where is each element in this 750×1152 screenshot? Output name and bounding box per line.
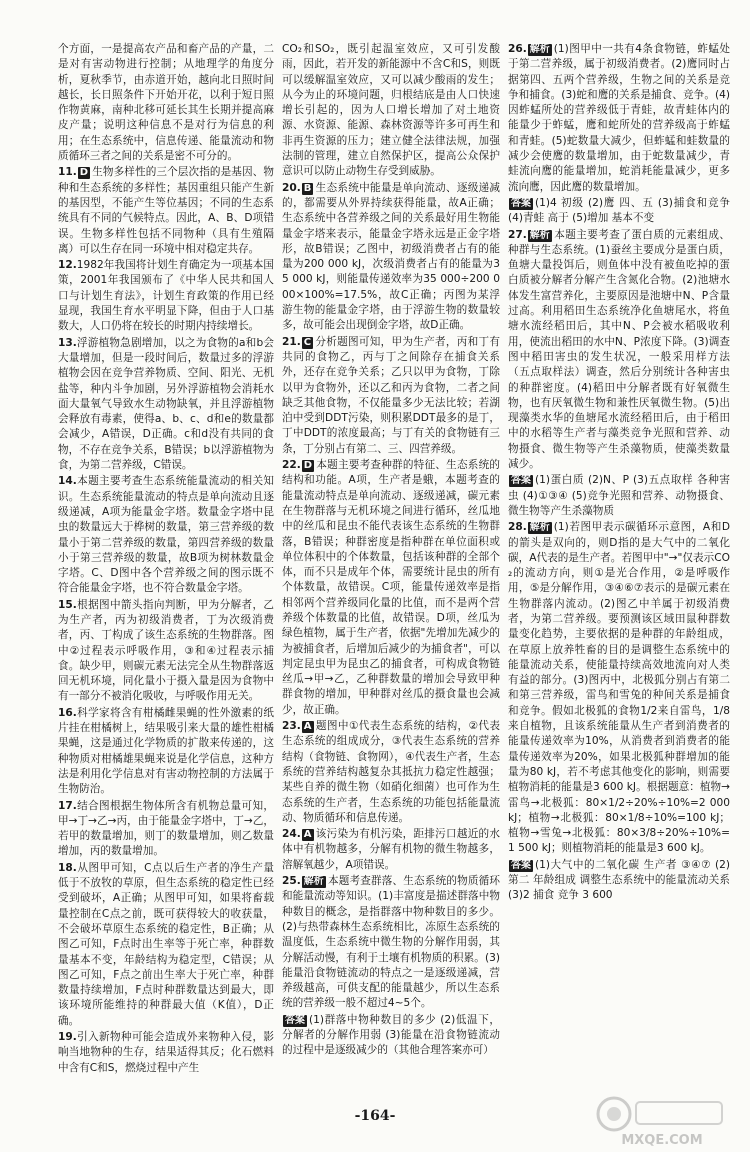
column-right bbox=[508, 42, 730, 1102]
question-number: 14. bbox=[58, 475, 77, 488]
answer-item bbox=[282, 335, 500, 457]
question-number: 15. bbox=[58, 598, 77, 611]
question-number: 25. bbox=[282, 875, 301, 888]
item-text: (1)大气中的二氧化碳 生产者 ③④⑦ (2)第二 年龄组成 调整生态系统中的能量流动关系 (3)2 捕食 竞争 3 600 bbox=[508, 858, 730, 902]
item-text: CO₂和SO₂，既引起温室效应，又可引发酸雨，因此，若开发的新能源中不含C和S，则既可以缓解温室效应，又可以减少酸雨的发生；从今为止的环境问题，归根结底是由人口快速增长引起的，因为人口增长增加了对土地资源、水资源、能源、森林资源等许多可再生和非再生资源的压力；建立健全法律法规，加强法制的管理，建立自然保护区，提高公众保护意识可以防止动物生存受到威胁。 bbox=[282, 43, 500, 178]
answer-choice-badge: D bbox=[303, 460, 313, 472]
question-number: 23. bbox=[282, 720, 301, 733]
question-number: 19. bbox=[58, 1031, 77, 1043]
item-text: (1)4 初级 (2)鹰 四、五 (3)捕食和竞争 (4)青蛙 高于 (5)增加 基本不变 bbox=[508, 196, 730, 225]
question-number: 27. bbox=[508, 228, 527, 241]
item-text: 本题主要考查生态系统能量流动的相关知识。生态系统能量流动的特点是单向流动且逐级递减，A项为能量金字塔。数量金字塔中昆虫的数量远大于桦树的数量，第三营养级的数量小于第二营养级的数量，第四营养级的数量小于第三营养级的数量，故B项为树林数量金字塔。C、D图中各个营养级之间的图示既不符合能量金字塔，也不符合数量金字塔。 bbox=[58, 475, 274, 595]
question-number: 28. bbox=[508, 521, 527, 534]
column-middle bbox=[282, 42, 500, 1102]
answer-item bbox=[282, 874, 500, 1012]
page-number: -164- bbox=[354, 1108, 396, 1124]
question-number: 17. bbox=[58, 799, 77, 812]
item-text: 引入新物种可能会造成外来物种入侵，影响当地物种的生存，结果适得其反；化石燃料中含有C和S，燃烧过程中产生 bbox=[58, 1031, 274, 1074]
answer-item bbox=[282, 181, 500, 334]
question-number: 21. bbox=[282, 335, 301, 348]
answer-label: 答案 bbox=[285, 1014, 305, 1026]
answer-choice-badge: D bbox=[79, 167, 89, 179]
item-text: 结合图根据生物体所含有机物总量可知，甲→丁→乙→丙，由于能量金字塔中，丁→乙，若甲的数量增加，则丁的数量增加，则乙数量增加，丙的数量增加。 bbox=[58, 799, 274, 858]
question-number: 20. bbox=[282, 181, 301, 194]
item-text: 生物多样性的三个层次指的是基因、物种和生态系统的多样性；基因重组只能产生新的基因型，不能产生等位基因；不同的生态系统具有不同的气候特点。因此，A、B、D项错误。生物多样性包括不同物种（具有生殖隔离）可以生存在同一环境中相对稳定共存。 bbox=[58, 166, 274, 255]
item-text: 1982年我国将计划生育确定为一项基本国策，2001年我国颁布了《中华人民共和国人口与计划生育法》，计划生育政策的作用已经显现，我国生育水平明显下降，但由于人口基数大，人口仍将在较长的时期内持续增长。 bbox=[58, 259, 274, 333]
question-number: 16. bbox=[58, 706, 77, 719]
item-text: 该污染为有机污染，距排污口越近的水体中有机物越多，分解有机物的微生物越多，溶解氧越少，A项错误。 bbox=[282, 828, 500, 871]
answer-item bbox=[508, 228, 730, 473]
answer-label: 答案 bbox=[511, 475, 531, 487]
watermark-text: MXQE.COM bbox=[621, 1133, 703, 1148]
item-text: 科学家将含有柑橘雌果蝇的性外激素的纸片挂在柑橘树上，结果吸引来大量的雄性柑橘果蝇，这是通过化学物质的扩散来传递的，这种物质对柑橘雄果蝇来说是化学信息，这种方法是利用化学信息对有害动物控制的方法属于生物防治。 bbox=[58, 706, 274, 796]
question-number: 18. bbox=[58, 861, 77, 874]
question-number: 11. bbox=[58, 166, 77, 179]
answer-item bbox=[58, 1030, 274, 1076]
answer-item bbox=[58, 474, 274, 596]
answer-choice-badge: A bbox=[303, 721, 312, 733]
item-text: 本题主要考查种群的特征、生态系统的结构和功能。A项，生产者是蛾，本题考查的能量流动特点是单向流动、逐级递减，碳元素在生物群落与无机环境之间进行循环，丝瓜地中的丝瓜和昆虫不能代表该生态系统的生物群落，B错误；种群密度是指种群在单位面积或单位体积中的个体数量，包括该种群的全部个体，而不只是成年个体，需要统计昆虫的所有个体数量，故错误。C项，能量传递效率是指相邻两个营养级同化量的比值，而不是两个营养级个体数量的比值，故错误。D项，丝瓜为绿色植物，属于生产者，依据"先增加先减少的为被捕食者，后增加后减少的为捕食者"，可以判定昆虫甲为昆虫乙的捕食者，可构成食物链丝瓜→甲→乙，乙种群数量的增加会导致甲种群食物的增加，甲种群对丝瓜的摄食量也会减少，故正确。 bbox=[282, 459, 500, 716]
question-number: 13. bbox=[58, 336, 77, 349]
item-text: 本题主要考查了蛋白质的元素组成、种群与生态系统。(1)蚕丝主要成分是蛋白质，鱼塘大量投饵后，则鱼体中没有被鱼吃掉的蛋白质被分解者分解产生含氮化合物。(2)池塘水体发生富营养化，主要原因是池塘中N、P含量过高。利用稻田生态系统净化鱼塘尾水，将鱼塘水流经稻田后，其中N、P会被水稻吸收利用，使流出稻田的水中N、P浓度下降。(3)调查图中稻田害虫的发生状况，一般采用样方法（五点取样法）调查，然后分别统计各种害虫的种群密度。(4)稻田中分解者既有好氧微生物，也有厌氧微生物和兼性厌氧微生物。(5)出现藻类水华的鱼塘尾水流经稻田后，由于稻田中的水稻等生产者与藻类竞争光照和营养、动物摄食、微生物等产生杀藻物质，使藻类数量减少。 bbox=[508, 228, 730, 471]
answer-choice-badge: A bbox=[303, 829, 312, 841]
analysis-label: 解析 bbox=[529, 522, 550, 534]
item-text: (1)若图甲表示碳循环示意图，A和D的箭头是双向的，则D指的是大气中的二氧化碳，A代表的是生产者。若图甲中"→"仅表示CO₂的流动方向，则①是光合作用，②是呼吸作用，⑤是分解作用，③④⑥⑦表示的是碳元素在生物群落内流动。(2)图乙中羊属于初级消费者，为第二营养级。要预测该区域田鼠种群数量变化趋势，主要依据的是种群的年龄组成，在草原上放养牲畜的目的是调整生态系统中的能量流动关系，使能量持续高效地流向对人类有益的部分。(3)图丙中，北极狐分别占有第二和第三营养级，雷鸟和雪兔的种间关系是捕食和竞争。假如北极狐的食物1/2来自雷鸟，1/8来自植物，且该系统能量从生产者到消费者的能量传递效率为10%，从消费者到消费者的能量传递效率为20%，如果北极狐种群增加的能量为80 kJ，若不考虑其他变化的影响，则需要植物消耗的能量是3 600 kJ。根据题意：植物→雷鸟→北极狐：80×1/2÷20%÷10%=2 000 kJ；植物→北极狐：80×1/8÷10%=100 kJ；植物→雪兔→北极狐：80×3/8÷20%÷10%=1 500 kJ；则植物消耗的能量是3 600 kJ。 bbox=[508, 521, 730, 855]
answer-label: 答案 bbox=[511, 197, 531, 209]
question-number: 26. bbox=[508, 43, 527, 55]
answer-label: 答案 bbox=[511, 859, 531, 871]
answer-item bbox=[508, 473, 730, 519]
item-text: (1)群落中物种数目的多少 (2)低温下，分解者的分解作用弱 (3)能量在沿食物链流动的过程中是逐级减少的（其他合理答案亦可） bbox=[282, 1013, 500, 1057]
analysis-label: 解析 bbox=[303, 876, 324, 888]
answer-item bbox=[282, 719, 500, 826]
answer-item bbox=[58, 336, 274, 474]
question-number: 24. bbox=[282, 828, 301, 841]
analysis-label: 解析 bbox=[529, 229, 550, 241]
analysis-label: 解析 bbox=[529, 44, 550, 55]
item-text: 本题考查群落、生态系统的物质循环和能量流动等知识。(1)丰富度是描述群落中物种数目的概念，是指群落中物种数目的多少。(2)与热带森林生态系统相比，冻原生态系统的温度低，生态系统中微生物的分解作用弱，其分解活动慢，有利于土壤有机物质的积累。(3)能量沿食物链流动的特点之一是逐级递减，营养级越高，可供支配的能量越少，所以生态系统的营养级一般不超过4~5个。 bbox=[282, 875, 500, 1010]
answer-item bbox=[508, 520, 730, 857]
answer-item bbox=[58, 165, 274, 257]
answer-item bbox=[58, 799, 274, 860]
answer-item bbox=[508, 858, 730, 904]
item-text: 从图甲可知，C点以后生产者的净生产量低于不放牧的草原，但生态系统的稳定性已经受到破坏，A正确；从图甲可知，如果将畜载量控制在C点之前，既可获得较大的收获量，不会破坏草原生态系统的稳定性，B正确；从图乙可知，F点时出生率等于死亡率，种群数量基本不变，年龄结构为稳定型，C错误；从图乙可知，F点之前出生率大于死亡率，种群数量持续增加，F点时种群数量达到最大，即该环境所能维持的种群最大值（K值），D正确。 bbox=[58, 861, 274, 1027]
answer-item bbox=[58, 706, 274, 798]
watermark-logo bbox=[592, 1092, 732, 1148]
answer-item bbox=[508, 42, 730, 195]
answer-item bbox=[282, 1013, 500, 1059]
item-text: (1)图甲中一共有4条食物链，蚱蜢处于第二营养级，属于初级消费者。(2)鹰同时占据第四、五两个营养级，生物之间的关系是竞争和捕食。(3)蛇和鹰的关系是捕食、竞争。(4)因蚱蜢所处的营养级低于青蛙，故青蛙体内的能量少于蚱蜢，鹰和蛇所处的营养级高于蚱蜢和青蛙。(5)蛇数量大减少，但蚱蜢和蛙数量的减少会使鹰的数量增加，由于蛇数量减少，青蛙流向鹰的能量增加，蛇消耗能量减少，更多流向鹰，因此鹰的数量增加。 bbox=[508, 43, 730, 193]
answer-item bbox=[508, 196, 730, 227]
answer-item bbox=[282, 827, 500, 873]
answer-choice-badge: C bbox=[303, 336, 312, 348]
answer-item bbox=[58, 861, 274, 1029]
answer-item bbox=[58, 258, 274, 334]
answer-item bbox=[58, 42, 274, 164]
item-text: 浮游植物急剧增加，以之为食物的a和b会大量增加，但是一段时间后，数量过多的浮游植物会因在竞争营养物质、空间、阳光、无机盐等，种内斗争加剧，另外浮游植物会消耗水面大量氧气导致水生动物缺氧，并且浮游植物会释放有毒素，使得a、b、c、d和e的数量都会减少，A错误，D正确。c和d没有共同的食物，不存在竞争关系，B错误；b以浮游植物为食，为第二营养级，C错误。 bbox=[58, 336, 274, 472]
item-text: (1)蛋白质 (2)N、P (3)五点取样 各种害虫 (4)①③④ (5)竞争光照和营养、动物摄食、微生物等产生杀藻物质 bbox=[508, 474, 730, 517]
item-text: 根据图中箭头指向判断，甲为分解者，乙为生产者，丙为初级消费者，丁为次级消费者，丙、丁构成了该生态系统的生物群落。图中②过程表示呼吸作用，③和④过程表示捕食。缺少甲，则碳元素无法完全从生物群落返回无机环境，同化量小于摄入量是因为食物中有一部分不被消化吸收，与呼吸作用无关。 bbox=[58, 598, 274, 703]
answer-item bbox=[282, 458, 500, 718]
item-text: 分析题图可知，甲为生产者，丙和丁有共同的食物乙，丙与丁之间除存在捕食关系外，还存在竞争关系；乙只以甲为食物，丁除以甲为食物外，还以乙和丙为食物，二者之间缺乏其他食物，不仅能量多少无法比较；若湖泊中受到DDT污染，则积累DDT最多的是丁，丁中DDT的浓度最高；与丁有关的食物链有三条，丁分别占有第二、三、四营养级。 bbox=[282, 335, 500, 455]
answer-item bbox=[58, 598, 274, 705]
column-left bbox=[58, 42, 274, 1102]
item-text: 个方面，一是提高农产品和畜产品的产量，二是对有害动物进行控制；从地理学的角度分析，夏秋季节，由赤道开始，越向北日照时间越长，长日照条件下开始开花，以利于短日照作物黄麻，南种北移可延长其生长期并提高麻皮产量；说明这种信息不是对行为信息的利用；在生态系统中，信息传递、能量流动和物质循环三者之间的关系是密不可分的。 bbox=[58, 43, 274, 163]
question-number: 12. bbox=[58, 259, 77, 272]
question-number: 22. bbox=[282, 459, 301, 472]
item-text: 生态系统中能量是单向流动、逐级递减的，都需要从外界持续获得能量，故A正确；生态系统中各营养级之间的关系最好用生物能量金字塔来表示，能量金字塔永远是正金字塔形，故B错误；乙图中，初级消费者占有的能量为200 000 kJ，次级消费者占有的能量为35 000 kJ，则能量传递效率为35 000÷200 000×100%=17.5%，故C正确；丙图为某浮游生物的能量金字塔，由于浮游生物的数量较多，故可能会出现倒金字塔，故D正确。 bbox=[282, 181, 500, 332]
answer-item bbox=[282, 42, 500, 180]
item-text: 题图中①代表生态系统的结构，②代表生态系统的组成成分，③代表生态系统的营养结构（食物链、食物网），④代表生产者，生态系统的营养结构越复杂其抵抗力稳定性越强；某些自养的微生物（如硝化细菌）也可作为生态系统的生产者，生态系统的功能包括能量流动、物质循环和信息传递。 bbox=[282, 720, 500, 824]
answer-choice-badge: B bbox=[303, 182, 312, 194]
